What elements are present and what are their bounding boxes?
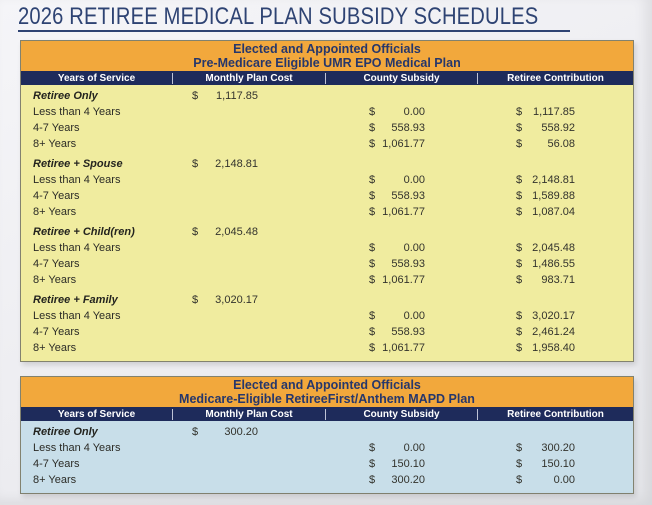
county-subsidy-cell	[325, 474, 477, 486]
money-amount	[369, 458, 425, 470]
retiree-contribution-cell	[477, 342, 633, 354]
currency-symbol: $	[369, 190, 376, 202]
money-amount	[192, 226, 258, 238]
amount-value: 558.93	[391, 190, 425, 202]
currency-symbol: $	[516, 206, 523, 218]
retiree-contribution-cell	[477, 122, 633, 134]
money-amount	[369, 106, 425, 118]
currency-symbol: $	[369, 258, 376, 270]
amount-value: 2,045.48	[215, 226, 258, 238]
table-row	[21, 120, 633, 136]
amount-value: 1,589.88	[532, 190, 575, 202]
amount-value: 300.20	[224, 426, 258, 438]
county-subsidy-cell	[325, 206, 477, 218]
retiree-contribution-cell	[477, 242, 633, 254]
group-header-row	[21, 156, 633, 172]
plan-table-medicare-mapd	[20, 376, 634, 494]
coverage-tier-group	[21, 88, 633, 152]
currency-symbol: $	[516, 342, 523, 354]
currency-symbol: $	[192, 426, 199, 438]
money-amount	[369, 326, 425, 338]
years-of-service-label: 4-7 Years	[33, 258, 80, 270]
monthly-plan-cost-cell	[172, 426, 325, 438]
column-header-retiree-contribution: Retiree Contribution	[477, 73, 633, 84]
county-subsidy-cell	[325, 458, 477, 470]
years-of-service-label: 8+ Years	[33, 474, 77, 486]
group-header-row	[21, 424, 633, 440]
table-row	[21, 256, 633, 272]
amount-value: 1,117.85	[215, 90, 258, 102]
money-amount	[516, 190, 575, 202]
money-amount	[516, 274, 575, 286]
money-amount	[516, 174, 575, 186]
money-amount	[192, 158, 258, 170]
table-row	[21, 136, 633, 152]
column-header-row	[21, 71, 633, 85]
years-of-service-label: Less than 4 Years	[33, 174, 121, 186]
currency-symbol: $	[369, 310, 376, 322]
group-header-row	[21, 88, 633, 104]
table-row	[21, 456, 633, 472]
amount-value: 2,461.24	[532, 326, 575, 338]
currency-symbol: $	[369, 122, 376, 134]
retiree-contribution-cell	[477, 138, 633, 150]
money-amount	[516, 474, 575, 486]
retiree-contribution-cell	[477, 474, 633, 486]
table-title-line2: Medicare-Eligible RetireeFirst/Anthem MAPD Plan	[179, 392, 475, 406]
years-of-service-label: 8+ Years	[33, 138, 77, 150]
column-header-monthly-plan-cost: Monthly Plan Cost	[172, 409, 325, 420]
county-subsidy-cell	[325, 258, 477, 270]
currency-symbol: $	[516, 258, 523, 270]
plan-table-pre-medicare	[20, 40, 634, 362]
table-row	[21, 204, 633, 220]
currency-symbol: $	[516, 190, 523, 202]
coverage-tier-label: Retiree + Family	[33, 294, 118, 306]
table-body	[21, 421, 633, 493]
amount-value: 0.00	[553, 474, 575, 486]
group-header-row	[21, 292, 633, 308]
currency-symbol: $	[516, 474, 523, 486]
table-row	[21, 172, 633, 188]
money-amount	[369, 442, 425, 454]
currency-symbol: $	[369, 474, 376, 486]
currency-symbol: $	[516, 442, 523, 454]
currency-symbol: $	[516, 458, 523, 470]
money-amount	[516, 326, 575, 338]
money-amount	[369, 274, 425, 286]
county-subsidy-cell	[325, 190, 477, 202]
amount-value: 0.00	[403, 106, 425, 118]
retiree-contribution-cell	[477, 274, 633, 286]
amount-value: 1,486.55	[532, 258, 575, 270]
money-amount	[192, 426, 258, 438]
table-title-line1: Elected and Appointed Officials	[233, 42, 421, 56]
money-amount	[516, 138, 575, 150]
amount-value: 150.10	[391, 458, 425, 470]
money-amount	[369, 242, 425, 254]
county-subsidy-cell	[325, 174, 477, 186]
money-amount	[369, 474, 425, 486]
group-header-row	[21, 224, 633, 240]
currency-symbol: $	[369, 174, 376, 186]
money-amount	[516, 106, 575, 118]
money-amount	[516, 310, 575, 322]
money-amount	[516, 458, 575, 470]
money-amount	[369, 122, 425, 134]
column-header-county-subsidy: County Subsidy	[325, 73, 477, 84]
money-amount	[192, 90, 258, 102]
county-subsidy-cell	[325, 106, 477, 118]
retiree-contribution-cell	[477, 442, 633, 454]
amount-value: 3,020.17	[215, 294, 258, 306]
county-subsidy-cell	[325, 122, 477, 134]
table-row	[21, 440, 633, 456]
retiree-contribution-cell	[477, 190, 633, 202]
money-amount	[369, 138, 425, 150]
table-row	[21, 308, 633, 324]
amount-value: 558.92	[541, 122, 575, 134]
county-subsidy-cell	[325, 274, 477, 286]
amount-value: 1,061.77	[382, 274, 425, 286]
column-header-county-subsidy: County Subsidy	[325, 409, 477, 420]
monthly-plan-cost-cell	[172, 158, 325, 170]
county-subsidy-cell	[325, 326, 477, 338]
amount-value: 1,087.04	[532, 206, 575, 218]
table-row	[21, 324, 633, 340]
column-header-years-of-service: Years of Service	[57, 408, 136, 420]
amount-value: 983.71	[541, 274, 575, 286]
retiree-contribution-cell	[477, 310, 633, 322]
money-amount	[516, 206, 575, 218]
amount-value: 2,148.81	[532, 174, 575, 186]
money-amount	[369, 174, 425, 186]
years-of-service-label: 4-7 Years	[33, 326, 80, 338]
years-of-service-label: 4-7 Years	[33, 458, 80, 470]
retiree-contribution-cell	[477, 206, 633, 218]
table-title-line2: Pre-Medicare Eligible UMR EPO Medical Plan	[193, 56, 461, 70]
amount-value: 300.20	[391, 474, 425, 486]
coverage-tier-label: Retiree + Child(ren)	[33, 226, 135, 238]
money-amount	[369, 206, 425, 218]
money-amount	[369, 310, 425, 322]
money-amount	[369, 190, 425, 202]
table-row	[21, 104, 633, 120]
currency-symbol: $	[516, 274, 523, 286]
coverage-tier-label: Retiree Only	[33, 426, 98, 438]
monthly-plan-cost-cell	[172, 294, 325, 306]
years-of-service-label: Less than 4 Years	[33, 106, 121, 118]
retiree-contribution-cell	[477, 326, 633, 338]
amount-value: 300.20	[541, 442, 575, 454]
years-of-service-label: Less than 4 Years	[33, 442, 121, 454]
money-amount	[192, 294, 258, 306]
currency-symbol: $	[369, 274, 376, 286]
currency-symbol: $	[192, 158, 199, 170]
currency-symbol: $	[369, 138, 376, 150]
title-underline	[18, 30, 570, 32]
amount-value: 1,117.85	[532, 106, 575, 118]
table-body	[21, 85, 633, 361]
amount-value: 1,061.77	[382, 206, 425, 218]
table-title-band	[21, 377, 633, 407]
currency-symbol: $	[369, 242, 376, 254]
county-subsidy-cell	[325, 310, 477, 322]
retiree-contribution-cell	[477, 174, 633, 186]
monthly-plan-cost-cell	[172, 90, 325, 102]
retiree-contribution-cell	[477, 106, 633, 118]
money-amount	[516, 342, 575, 354]
column-header-monthly-plan-cost: Monthly Plan Cost	[172, 73, 325, 84]
money-amount	[516, 122, 575, 134]
currency-symbol: $	[516, 242, 523, 254]
currency-symbol: $	[516, 326, 523, 338]
years-of-service-label: 8+ Years	[33, 206, 77, 218]
table-row	[21, 340, 633, 356]
currency-symbol: $	[369, 458, 376, 470]
currency-symbol: $	[369, 206, 376, 218]
column-header-years-of-service: Years of Service	[57, 72, 136, 84]
coverage-tier-group	[21, 224, 633, 288]
amount-value: 1,061.77	[382, 342, 425, 354]
years-of-service-label: Less than 4 Years	[33, 242, 121, 254]
table-row	[21, 240, 633, 256]
table-row	[21, 188, 633, 204]
currency-symbol: $	[369, 106, 376, 118]
amount-value: 3,020.17	[532, 310, 575, 322]
amount-value: 558.93	[391, 122, 425, 134]
amount-value: 2,148.81	[215, 158, 258, 170]
amount-value: 150.10	[541, 458, 575, 470]
amount-value: 0.00	[403, 174, 425, 186]
money-amount	[369, 342, 425, 354]
column-header-retiree-contribution: Retiree Contribution	[477, 409, 633, 420]
amount-value: 56.08	[547, 138, 575, 150]
coverage-tier-group	[21, 292, 633, 356]
table-title-band	[21, 41, 633, 71]
currency-symbol: $	[516, 122, 523, 134]
years-of-service-label: 4-7 Years	[33, 190, 80, 202]
column-header-row	[21, 407, 633, 421]
currency-symbol: $	[516, 106, 523, 118]
county-subsidy-cell	[325, 138, 477, 150]
table-title-line1: Elected and Appointed Officials	[233, 378, 421, 392]
page-title: 2026 RETIREE MEDICAL PLAN SUBSIDY SCHEDULES	[18, 3, 539, 30]
money-amount	[516, 242, 575, 254]
county-subsidy-cell	[325, 242, 477, 254]
table-row	[21, 272, 633, 288]
currency-symbol: $	[369, 442, 376, 454]
years-of-service-label: 8+ Years	[33, 342, 77, 354]
currency-symbol: $	[192, 226, 199, 238]
coverage-tier-label: Retiree Only	[33, 90, 98, 102]
table-row	[21, 472, 633, 488]
coverage-tier-group	[21, 156, 633, 220]
amount-value: 0.00	[403, 242, 425, 254]
currency-symbol: $	[516, 138, 523, 150]
money-amount	[516, 258, 575, 270]
currency-symbol: $	[369, 326, 376, 338]
retiree-contribution-cell	[477, 458, 633, 470]
currency-symbol: $	[192, 90, 199, 102]
amount-value: 0.00	[403, 442, 425, 454]
amount-value: 2,045.48	[532, 242, 575, 254]
currency-symbol: $	[516, 310, 523, 322]
money-amount	[369, 258, 425, 270]
retiree-contribution-cell	[477, 258, 633, 270]
monthly-plan-cost-cell	[172, 226, 325, 238]
amount-value: 558.93	[391, 326, 425, 338]
years-of-service-label: 8+ Years	[33, 274, 77, 286]
currency-symbol: $	[192, 294, 199, 306]
amount-value: 558.93	[391, 258, 425, 270]
county-subsidy-cell	[325, 442, 477, 454]
years-of-service-label: Less than 4 Years	[33, 310, 121, 322]
money-amount	[516, 442, 575, 454]
county-subsidy-cell	[325, 342, 477, 354]
currency-symbol: $	[516, 174, 523, 186]
currency-symbol: $	[369, 342, 376, 354]
years-of-service-label: 4-7 Years	[33, 122, 80, 134]
amount-value: 1,958.40	[532, 342, 575, 354]
amount-value: 1,061.77	[382, 138, 425, 150]
amount-value: 0.00	[403, 310, 425, 322]
coverage-tier-label: Retiree + Spouse	[33, 158, 123, 170]
coverage-tier-group	[21, 424, 633, 488]
